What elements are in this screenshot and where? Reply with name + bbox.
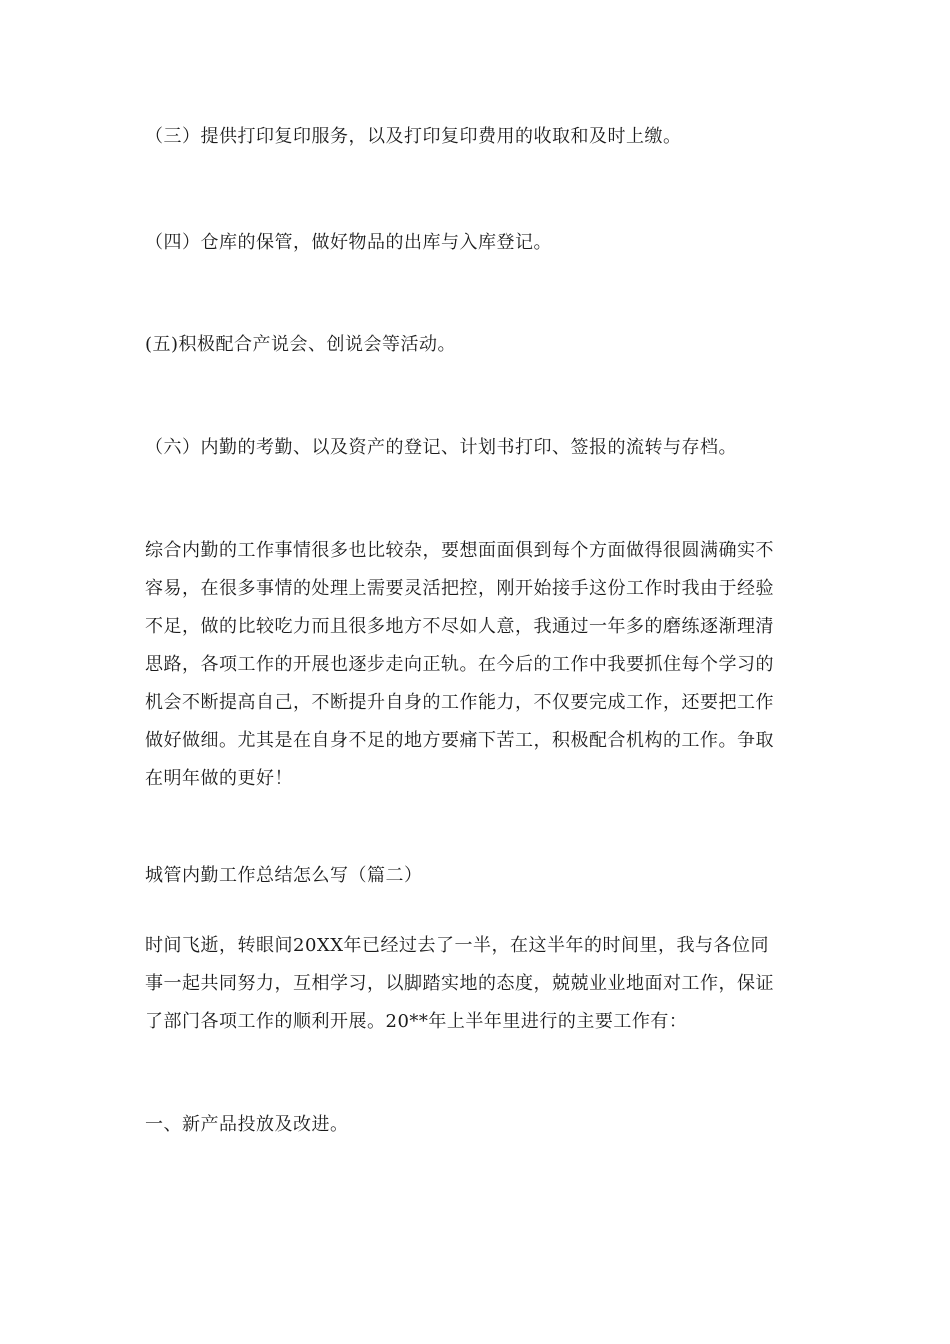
point-heading: 一、新产品投放及改进。 (145, 1114, 349, 1135)
list-item-4: （四）仓库的保管，做好物品的出库与入库登记。 (145, 232, 552, 253)
section-title: 城管内勤工作总结怎么写（篇二） (145, 865, 423, 886)
summary-line: 综合内勤的工作事情很多也比较杂，要想面面俱到每个方面做得很圆满确实不 (145, 540, 774, 561)
summary-line: 在明年做的更好！ (145, 768, 293, 789)
intro-paragraph (145, 927, 815, 1041)
list-item-5: (五)积极配合产说会、创说会等活动。 (145, 334, 457, 355)
summary-line: 容易，在很多事情的处理上需要灵活把控，刚开始接手这份工作时我由于经验 (145, 578, 774, 599)
summary-paragraph (145, 532, 815, 798)
list-item-3: （三）提供打印复印服务，以及打印复印费用的收取和及时上缴。 (145, 126, 682, 147)
intro-line: 了部门各项工作的顺利开展。20**年上半年里进行的主要工作有： (145, 1011, 688, 1032)
summary-line: 思路，各项工作的开展也逐步走向正轨。在今后的工作中我要抓住每个学习的 (145, 654, 774, 675)
summary-line: 机会不断提高自己，不断提升自身的工作能力，不仅要完成工作，还要把工作 (145, 692, 774, 713)
list-item-6: （六）内勤的考勤、以及资产的登记、计划书打印、签报的流转与存档。 (145, 437, 737, 458)
summary-line: 不足，做的比较吃力而且很多地方不尽如人意，我通过一年多的磨练逐渐理清 (145, 616, 774, 637)
intro-line: 事一起共同努力，互相学习，以脚踏实地的态度，兢兢业业地面对工作，保证 (145, 973, 774, 994)
summary-line: 做好做细。尤其是在自身不足的地方要痛下苦工，积极配合机构的工作。争取 (145, 730, 774, 751)
intro-line: 时间飞逝，转眼间20XX年已经过去了一半，在这半年的时间里，我与各位同 (145, 935, 770, 956)
